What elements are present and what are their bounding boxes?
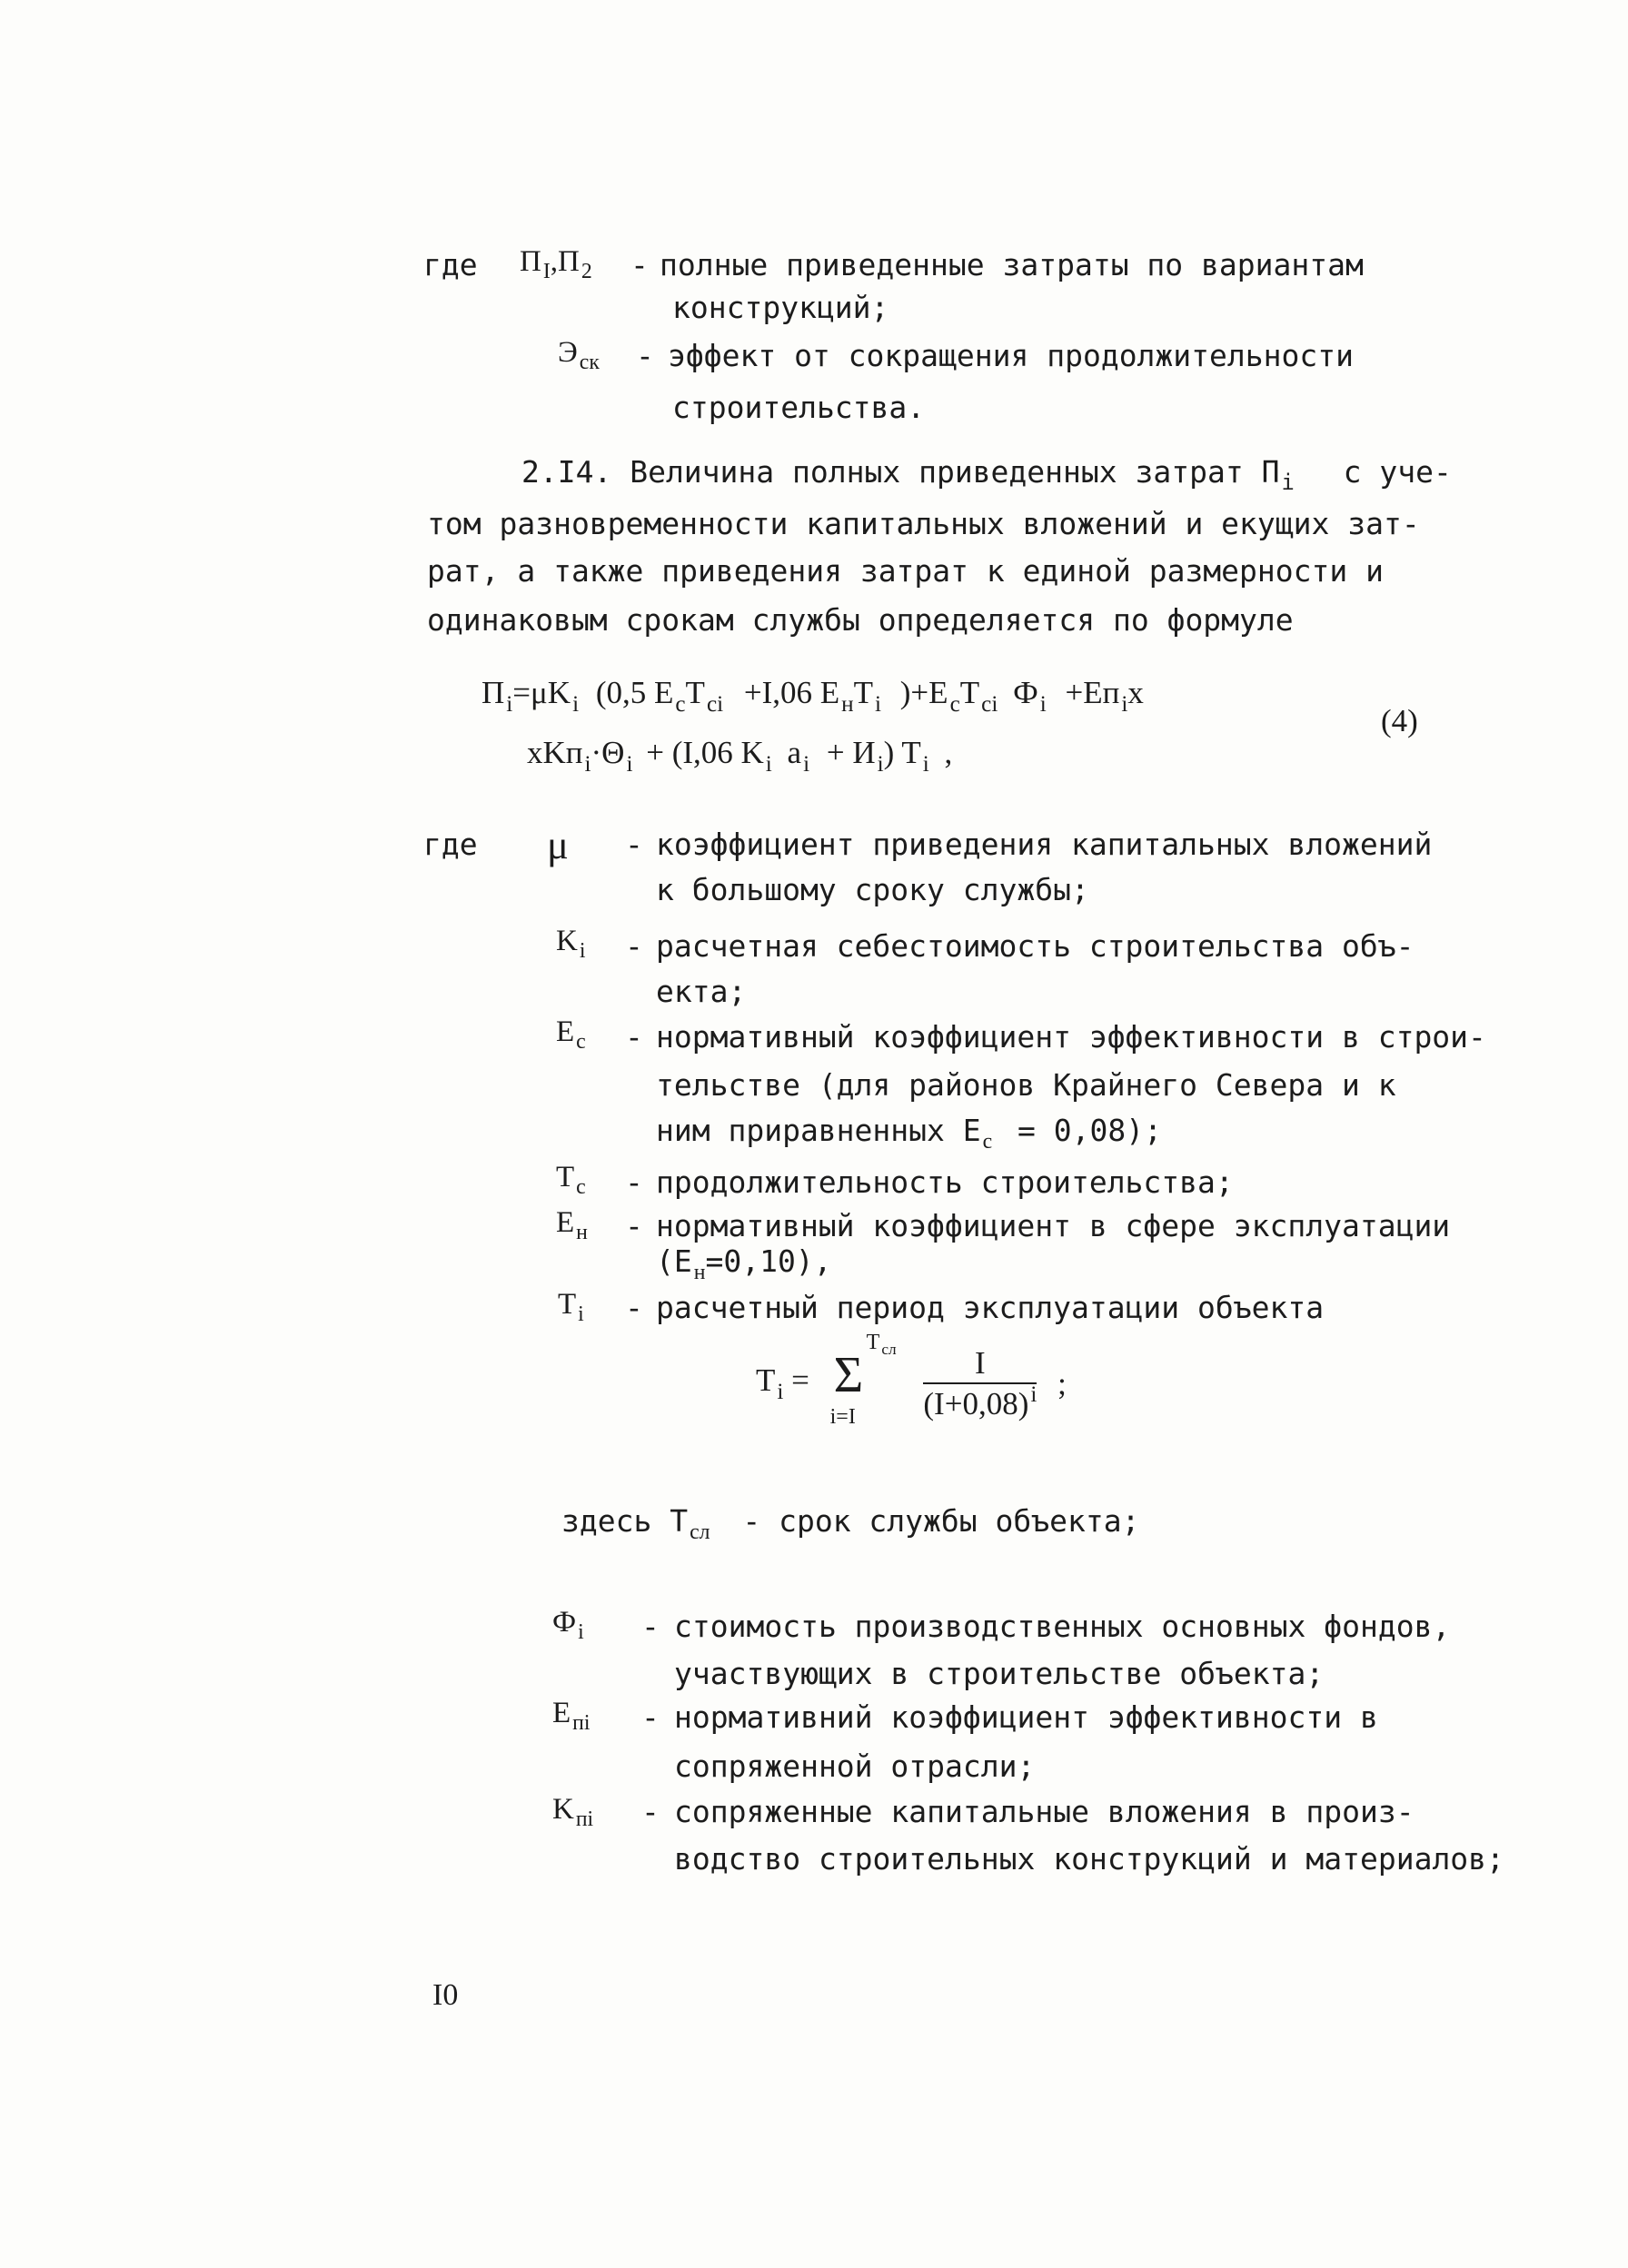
- symbol-mu: μ: [547, 822, 569, 867]
- symbol-tc: $T_c$: [556, 1161, 586, 1200]
- tc-desc: продолжительность строительства;: [656, 1164, 1234, 1200]
- mu-desc-line2: к большому сроку службы;: [656, 872, 1089, 907]
- ki-desc-line2: екта;: [656, 974, 747, 1009]
- kni-desc-line2: водство строительных конструкций и материалов;: [674, 1841, 1504, 1877]
- dash: -: [625, 928, 643, 964]
- formula-4-line2: $xKп_i\cdot\Theta_i + (I,06$ $K_i$ $a_i + И_i$) $T_i$ ,: [527, 735, 953, 777]
- where-label-2: где: [423, 827, 478, 862]
- page-number: I0: [432, 1978, 459, 2012]
- dash: -: [641, 1794, 660, 1829]
- desc-p-line1: полные приведенные затраты по вариантам: [660, 247, 1364, 282]
- en-desc-line2: $(E_н=0,10)$,: [656, 1243, 832, 1285]
- dash: -: [625, 1164, 643, 1200]
- symbol-ki: $K_i$: [556, 925, 586, 964]
- ki-desc-line1: расчетная себестоимость строительства объ-: [656, 928, 1415, 964]
- ec-desc-line3: ним приравненных $E_c = 0,08$);: [656, 1113, 1162, 1154]
- dash: -: [641, 1609, 660, 1644]
- para-line-3: рат, а также приведения затрат к единой размерности и: [427, 553, 1384, 589]
- para-line-2: том разновременности капитальных вложений и екущих зат-: [427, 506, 1420, 541]
- symbol-fi: $Ф_i$: [552, 1606, 584, 1645]
- symbol-eni: $E_{пi}$: [552, 1697, 591, 1736]
- desc-esk-line1: эффект от сокращения продолжительности: [668, 338, 1354, 373]
- formula-number: (4): [1381, 703, 1418, 738]
- kni-desc-line1: сопряженные капитальные вложения в произ-: [674, 1794, 1415, 1829]
- symbol-ti: $T_i$: [558, 1288, 584, 1327]
- sum-sign: Σ T $_{сл}$ i=I: [829, 1331, 897, 1429]
- dash: -: [641, 1699, 660, 1735]
- symbol-esk: $Э_{ск}$: [558, 336, 600, 375]
- fi-desc-line2: участвующих в строительстве объекта;: [674, 1656, 1325, 1691]
- dash: -: [625, 1208, 643, 1243]
- symbol-p1-p2: $П_I,П_2$: [520, 245, 592, 284]
- dash: -: [630, 247, 649, 282]
- para-line-1: 2.I4. Величина полных приведенных затрат $П_i$ с уче-: [521, 454, 1452, 496]
- formula-4-line1: $П_i=\mu K_i$ (0,5 $E_cT_{ci} +I,06$ $E_нT_i$ )$+E_cT_{ci}$ $Ф_i +Eп_ix$: [481, 675, 1144, 717]
- fi-desc-line1: стоимость производственных основных фондов,: [674, 1609, 1451, 1644]
- symbol-en: $E_н$: [556, 1206, 588, 1245]
- where-label-1: где: [423, 247, 478, 282]
- eni-desc-line2: сопряженной отрасли;: [674, 1748, 1036, 1784]
- dash: -: [625, 827, 643, 862]
- symbol-ec: $E_c$: [556, 1015, 586, 1055]
- mu-desc-line1: коэффициент приведения капитальных вложений: [656, 827, 1433, 862]
- ec-desc-line2: тельстве (для районов Крайнего Севера и к: [656, 1067, 1396, 1103]
- dash: -: [636, 338, 654, 373]
- ec-desc-line1: нормативный коэффициент эффективности в строи-: [656, 1019, 1486, 1055]
- para-line-4: одинаковым срокам службы определяется по формуле: [427, 602, 1294, 638]
- here-line: здесь $T_{сл}$ - срок службы объекта;: [561, 1503, 1140, 1545]
- desc-p-line2: конструкций;: [672, 290, 889, 325]
- ti-desc: расчетный период эксплуатации объекта: [656, 1290, 1325, 1325]
- dash: -: [625, 1290, 643, 1325]
- en-desc-line1: нормативный коэффициент в сфере эксплуатации: [656, 1208, 1451, 1243]
- symbol-kni: $K_{пi}$: [552, 1793, 594, 1832]
- ti-formula: $T_i$ = Σ T $_{сл}$ i=I $\frac{I}{(I+0,08)^i}$ ;: [756, 1331, 1067, 1429]
- dash: -: [625, 1019, 643, 1055]
- desc-esk-line2: строительства.: [672, 390, 926, 425]
- eni-desc-line1: нормативний коэффициент эффективности в: [674, 1699, 1378, 1735]
- discount-fraction: $\frac{I}{(I+0,08)^i}$: [923, 1345, 1037, 1421]
